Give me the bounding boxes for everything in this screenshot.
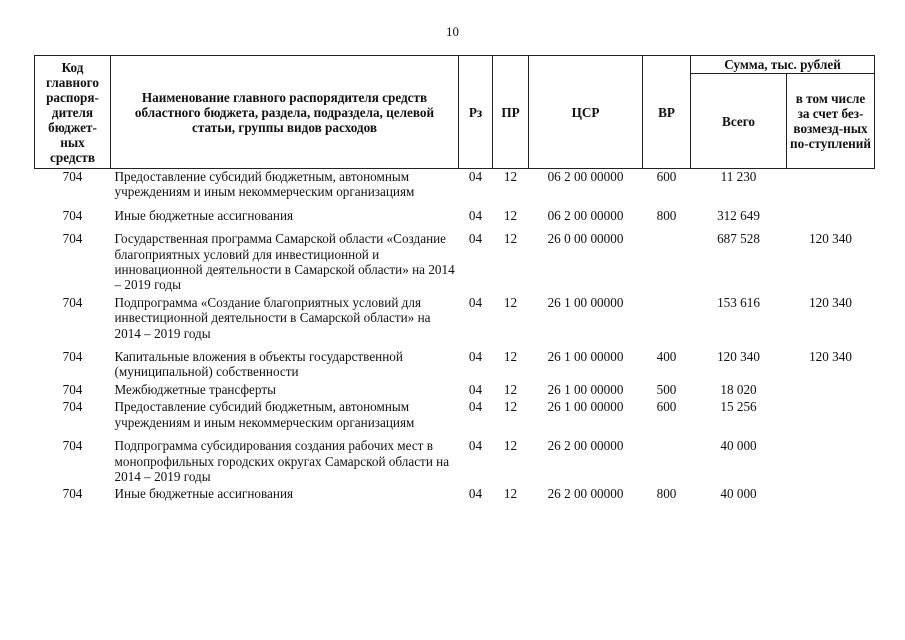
row-rz: 04 (468, 294, 483, 310)
row-total: 312 649 (717, 207, 760, 223)
page-number: 10 (446, 24, 459, 39)
row-vr: 600 (656, 169, 677, 184)
row-incl: 120 340 (809, 349, 852, 365)
row-csr: 26 1 00 00000 (547, 381, 624, 397)
table-row (35, 432, 875, 486)
header-csr: ЦСР (529, 56, 643, 169)
row-vr (643, 225, 691, 295)
table-row (35, 343, 875, 382)
row-rz: 04 (468, 231, 483, 247)
row-vr (643, 295, 691, 343)
row-total: 15 256 (720, 399, 757, 415)
row-csr: 26 1 00 00000 (547, 294, 624, 310)
row-incl (787, 202, 875, 225)
row-name: Иные бюджетные ассигнования (114, 486, 294, 502)
row-code: 704 (62, 399, 83, 415)
row-vr: 800 (656, 207, 677, 223)
row-total: 40 000 (720, 486, 757, 502)
row-rz: 04 (468, 438, 483, 454)
row-vr: 500 (656, 381, 677, 397)
row-vr (643, 432, 691, 486)
row-total: 40 000 (720, 438, 757, 454)
row-incl (787, 486, 875, 503)
row-code: 704 (62, 231, 83, 247)
row-name: Капитальные вложения в объекты государственной (муниципальной) собственности (114, 349, 403, 380)
row-csr: 06 2 00 00000 (547, 207, 624, 223)
header-name: Наименование главного распорядителя средств областного бюджета, раздела, подраздела, целевой статьи, группы видов расходов (111, 56, 459, 169)
row-pr: 12 (503, 169, 518, 184)
row-csr: 06 2 00 00000 (547, 169, 624, 184)
header-total: Всего (691, 74, 787, 169)
header-incl: в том числе за счет без-возмезд-ных по-ступлений (787, 74, 875, 169)
row-total: 153 616 (717, 294, 760, 310)
row-name: Подпрограмма субсидирования создания рабочих мест в монопрофильных городских округах Самарской области на 2014 – 2019 годы (114, 438, 450, 484)
row-name: Подпрограмма «Создание благоприятных условий для инвестиционной деятельности в Самарской области» на 2014 – 2019 годы (114, 294, 431, 341)
row-rz: 04 (468, 381, 483, 397)
row-incl: 120 340 (809, 294, 852, 310)
row-name: Государственная программа Самарской области «Создание благоприятных условий для инвестиционной и инновационной деятельности в Самарской области» на 2014 – 2019 годы (114, 231, 455, 293)
row-rz: 04 (468, 399, 483, 415)
row-name: Предоставление субсидий бюджетным, автономным учреждениям и иным некоммерческим организациям (114, 169, 415, 200)
row-incl (787, 432, 875, 486)
row-rz: 04 (468, 349, 483, 365)
header-vr: ВР (643, 56, 691, 169)
row-total: 687 528 (717, 231, 760, 247)
row-incl: 120 340 (809, 231, 852, 247)
table-row (35, 295, 875, 343)
row-pr: 12 (503, 486, 518, 502)
row-pr: 12 (503, 349, 518, 365)
row-csr: 26 2 00 00000 (547, 486, 624, 502)
row-csr: 26 1 00 00000 (547, 399, 624, 415)
table-row (35, 169, 875, 202)
header-rz: Рз (459, 56, 493, 169)
row-total: 120 340 (717, 349, 760, 365)
row-pr: 12 (503, 399, 518, 415)
row-pr: 12 (503, 438, 518, 454)
row-code: 704 (62, 486, 83, 502)
row-code: 704 (62, 438, 83, 454)
row-pr: 12 (503, 207, 518, 223)
row-csr: 26 2 00 00000 (547, 438, 624, 454)
row-csr: 26 1 00 00000 (547, 349, 624, 365)
table-row (35, 486, 875, 503)
row-pr: 12 (503, 381, 518, 397)
row-code: 704 (62, 349, 83, 365)
row-code: 704 (62, 294, 83, 310)
row-rz: 04 (468, 207, 483, 223)
row-name: Межбюджетные трансферты (114, 381, 276, 397)
row-code: 704 (62, 381, 83, 397)
table-row (35, 202, 875, 225)
row-rz: 04 (468, 169, 483, 184)
row-total: 11 230 (720, 169, 757, 184)
row-incl (787, 382, 875, 399)
budget-table (34, 55, 875, 504)
row-vr: 400 (656, 349, 677, 365)
row-name: Предоставление субсидий бюджетным, автономным учреждениям и иным некоммерческим организациям (114, 399, 415, 430)
row-code: 704 (62, 207, 83, 223)
row-incl (787, 169, 875, 202)
row-vr: 800 (656, 486, 677, 502)
header-code: Код главного распоря-дителя бюджет-ных средств (35, 56, 111, 169)
header-pr: ПР (493, 56, 529, 169)
table-row (35, 399, 875, 432)
row-code: 704 (62, 169, 83, 184)
row-csr: 26 0 00 00000 (547, 231, 624, 247)
row-pr: 12 (503, 231, 518, 247)
header-sum: Сумма, тыс. рублей (691, 56, 875, 74)
row-incl (787, 399, 875, 432)
table-row (35, 382, 875, 399)
row-name: Иные бюджетные ассигнования (114, 207, 294, 223)
row-pr: 12 (503, 294, 518, 310)
table-row (35, 225, 875, 295)
row-rz: 04 (468, 486, 483, 502)
row-total: 18 020 (720, 381, 757, 397)
row-vr: 600 (656, 399, 677, 415)
